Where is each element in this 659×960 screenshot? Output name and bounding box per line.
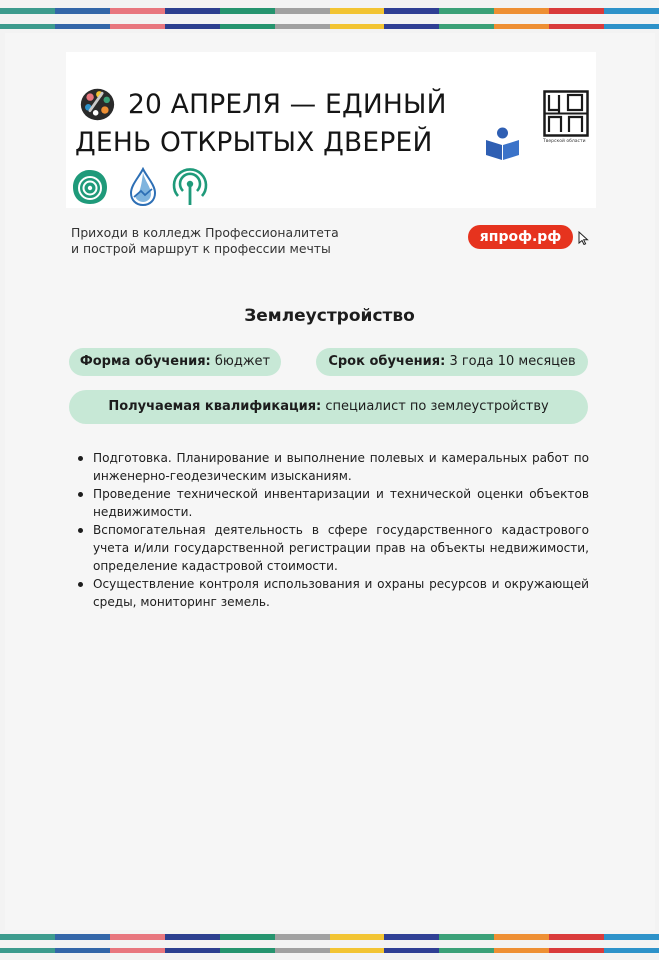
stripe-segment [275, 948, 330, 953]
copp-subtitle: Тверской области [543, 139, 586, 144]
stripe-segment [330, 8, 385, 14]
study-term-value: 3 года 10 месяцев [445, 354, 576, 369]
stripe-segment [220, 24, 275, 29]
title-line-2: ДЕНЬ ОТКРЫТЫХ ДВЕРЕЙ [75, 127, 433, 158]
stripe-segment [165, 8, 220, 14]
yaprof-badge[interactable]: япроф.рф [468, 225, 573, 249]
stripe-segment [55, 24, 110, 29]
activities-list [93, 449, 589, 611]
stripe-segment [549, 8, 604, 14]
stripe-segment [110, 948, 165, 953]
list-item: Осуществление контроля использования и охраны ресурсов и окружающей среды, мониторинг земель. [93, 577, 589, 609]
stripe-segment [494, 948, 549, 953]
stripe-segment [275, 934, 330, 940]
book-icon [484, 127, 521, 161]
stripe-segment [494, 24, 549, 29]
stripe-segment [604, 948, 659, 953]
bottom-stripes [0, 934, 659, 953]
stripe-segment [110, 8, 165, 14]
stripe-segment [55, 948, 110, 953]
stripe-segment [494, 934, 549, 940]
tree-ring-icon [70, 167, 110, 207]
list-item: Вспомогательная деятельность в сфере государственного кадастрового учета и/или государственной регистрации прав на объекты недвижимости, определение кадастровой стоимости. [93, 523, 589, 573]
qualification-value: специалист по землеустройству [321, 399, 549, 414]
stripe-segment [165, 934, 220, 940]
stripe-segment [549, 934, 604, 940]
stripe-segment [439, 948, 494, 953]
qualification-pill [69, 390, 588, 424]
stripe-segment [0, 948, 55, 953]
list-item: Проведение технической инвентаризации и технической оценки объектов недвижимости. [93, 487, 589, 519]
study-form-label: Форма обучения: [79, 354, 211, 369]
stripe-segment [220, 934, 275, 940]
stripe-segment [604, 934, 659, 940]
stripe-segment [549, 948, 604, 953]
study-term-label: Срок обучения: [328, 354, 446, 369]
study-form-pill [69, 348, 281, 376]
stripe-segment [330, 948, 385, 953]
study-term-pill [316, 348, 588, 376]
stripe-segment [604, 24, 659, 29]
list-item: Подготовка. Планирование и выполнение полевых и камеральных работ по инженерно-геодезическим изысканиям. [93, 451, 589, 483]
stripe-segment [384, 8, 439, 14]
section-title: Землеустройство [244, 306, 415, 326]
top-stripes [0, 8, 659, 29]
stripe-segment [55, 934, 110, 940]
stripe-segment [549, 24, 604, 29]
stripe-segment [604, 8, 659, 14]
stripe-segment [439, 24, 494, 29]
tagline-line-1: Приходи в колледж Профессионалитета [71, 225, 339, 240]
stripe-segment [494, 8, 549, 14]
stripe-segment [0, 934, 55, 940]
stripe-segment [55, 8, 110, 14]
stripe-segment [165, 24, 220, 29]
stripe-segment [275, 24, 330, 29]
stripe-segment [110, 934, 165, 940]
tagline [71, 225, 431, 257]
stripe-segment [439, 8, 494, 14]
stripe-segment [384, 24, 439, 29]
stripe-segment [439, 934, 494, 940]
title-line-1: 20 АПРЕЛЯ — ЕДИНЫЙ [128, 89, 447, 120]
stripe-segment [165, 948, 220, 953]
stripe-segment [0, 8, 55, 14]
cursor-icon [578, 231, 589, 245]
stripe-segment [330, 24, 385, 29]
antenna-icon [170, 167, 210, 207]
study-form-value: бюджет [210, 354, 271, 369]
stripe-segment [110, 24, 165, 29]
stripe-segment [384, 948, 439, 953]
stripe-segment [220, 8, 275, 14]
stripe-segment [220, 948, 275, 953]
stripe-segment [275, 8, 330, 14]
drop-icon [123, 167, 163, 207]
qualification-label: Получаемая квалификация: [108, 399, 322, 414]
stripe-segment [384, 934, 439, 940]
event-title [75, 86, 545, 162]
tagline-line-2: и построй маршрут к профессии мечты [71, 241, 331, 256]
copp-logo [543, 90, 589, 146]
stripe-segment [0, 24, 55, 29]
stripe-segment [330, 934, 385, 940]
